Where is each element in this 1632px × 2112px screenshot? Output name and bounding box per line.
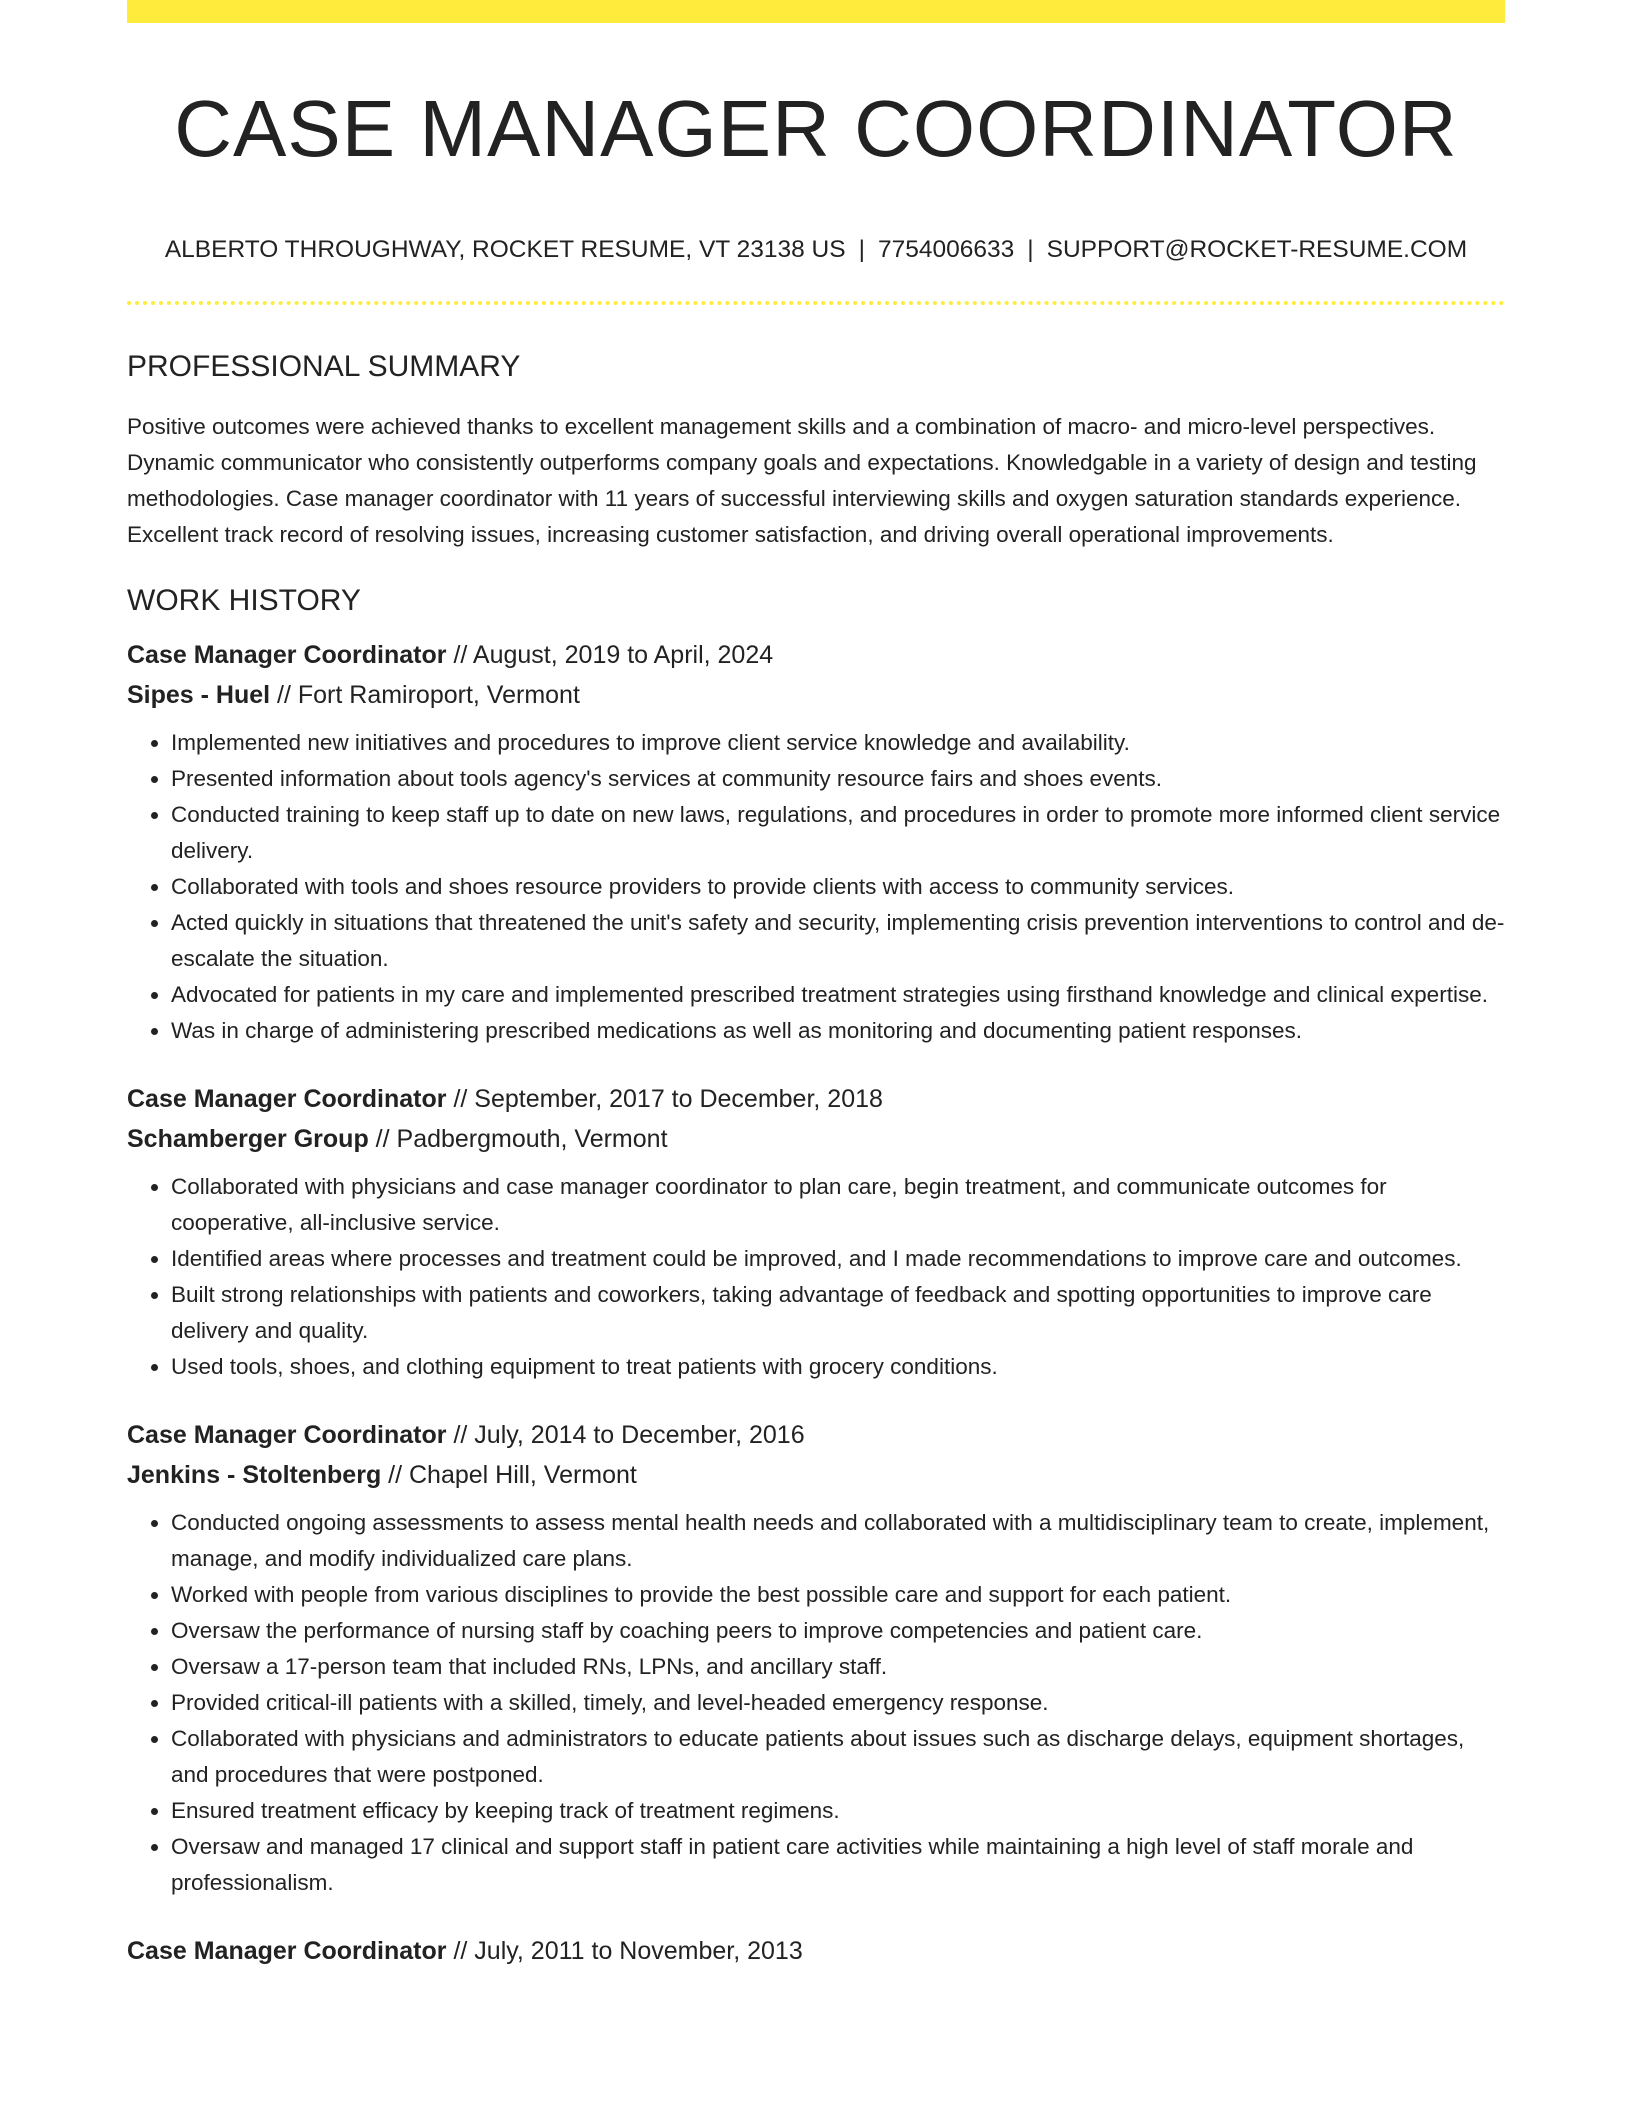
resume-page (127, 0, 1505, 1971)
contact-separator: | (1027, 236, 1034, 263)
contact-phone: 7754006633 (877, 236, 1015, 263)
duty-item: • Provided critical-ill patients with a skilled, timely, and level-headed emergency response. (171, 1685, 1505, 1721)
job-duties (127, 725, 1505, 1049)
job-title-line (127, 1415, 1505, 1455)
summary-heading: PROFESSIONAL SUMMARY (127, 350, 521, 384)
contact-address: ALBERTO THROUGHWAY, ROCKET RESUME, VT 23138 US (164, 236, 846, 263)
duty-item: • Conducted training to keep staff up to date on new laws, regulations, and procedures in order to promote more informed client service delivery. (171, 797, 1505, 869)
duty-item: • Worked with people from various disciplines to provide the best possible care and support for each patient. (171, 1577, 1505, 1613)
work-history-heading: WORK HISTORY (127, 584, 361, 618)
job-dates: // September, 2017 to December, 2018 (446, 1085, 883, 1114)
summary-text: Positive outcomes were achieved thanks to excellent management skills and a combination of macro- and micro-level perspectives. Dynamic communicator who consistently outperforms company goals and expectations. Knowledgable in a variety of design and testing methodologies. Case manager coordinator with 11 years of successful interviewing skills and oxygen saturation standards experience. Excellent track record of resolving issues, increasing customer satisfaction, and driving overall operational improvements. (127, 414, 1477, 548)
duty-item: • Presented information about tools agency's services at community resource fairs and shoes events. (171, 761, 1505, 797)
duty-item: • Collaborated with physicians and case manager coordinator to plan care, begin treatment, and communicate outcomes for cooperative, all-inclusive service. (171, 1169, 1505, 1241)
duty-item: • Oversaw a 17-person team that included RNs, LPNs, and ancillary staff. (171, 1649, 1505, 1685)
job-company-line (127, 1455, 1505, 1495)
duty-item: • Acted quickly in situations that threatened the unit's safety and security, implementing crisis prevention interventions to control and de-escalate the situation. (171, 905, 1505, 977)
job-company-line (127, 1119, 1505, 1159)
duty-item: • Built strong relationships with patients and coworkers, taking advantage of feedback and spotting opportunities to improve care delivery and quality. (171, 1277, 1505, 1349)
job-role: Case Manager Coordinator (127, 1085, 447, 1114)
contact-separator: | (858, 236, 865, 263)
job-duties (127, 1169, 1505, 1385)
job-company: Sipes - Huel (127, 681, 271, 710)
duty-item: • Collaborated with physicians and administrators to educate patients about issues such as discharge delays, equipment shortages, and procedures that were postponed. (171, 1721, 1505, 1793)
job-title-line (127, 635, 1505, 675)
job-company: Jenkins - Stoltenberg (127, 1461, 382, 1490)
duty-item: • Identified areas where processes and treatment could be improved, and I made recommendations to improve care and outcomes. (171, 1241, 1505, 1277)
accent-top-bar (127, 0, 1505, 23)
job-dates: // August, 2019 to April, 2024 (446, 641, 774, 670)
job-company-line (127, 675, 1505, 715)
job-dates: // July, 2014 to December, 2016 (446, 1421, 805, 1450)
duty-item: • Oversaw and managed 17 clinical and support staff in patient care activities while maintaining a high level of staff morale and professionalism. (171, 1829, 1505, 1901)
job-role: Case Manager Coordinator (127, 641, 447, 670)
duty-item: • Implemented new initiatives and procedures to improve client service knowledge and availability. (171, 725, 1505, 761)
duty-item: • Ensured treatment efficacy by keeping track of treatment regimens. (171, 1793, 1505, 1829)
job-role: Case Manager Coordinator (127, 1421, 447, 1450)
job-location: // Fort Ramiroport, Vermont (270, 681, 580, 710)
job-duties (127, 1505, 1505, 1901)
duty-item: • Used tools, shoes, and clothing equipment to treat patients with grocery conditions. (171, 1349, 1505, 1385)
job-title-line (127, 1079, 1505, 1119)
job-location: // Chapel Hill, Vermont (381, 1461, 637, 1490)
work-history-list (127, 635, 1505, 1971)
job-role: Case Manager Coordinator (127, 1937, 447, 1966)
job-entry (127, 635, 1505, 1049)
resume-title: CASE MANAGER COORDINATOR (174, 84, 1458, 173)
dotted-divider (127, 301, 1505, 305)
job-location: // Padbergmouth, Vermont (368, 1125, 668, 1154)
job-dates: // July, 2011 to November, 2013 (446, 1937, 803, 1966)
job-title-line (127, 1931, 1505, 1971)
job-entry (127, 1931, 1505, 1971)
job-entry (127, 1415, 1505, 1901)
duty-item: • Oversaw the performance of nursing staff by coaching peers to improve competencies and patient care. (171, 1613, 1505, 1649)
duty-item: • Was in charge of administering prescribed medications as well as monitoring and documenting patient responses. (171, 1013, 1505, 1049)
contact-email: SUPPORT@ROCKET-RESUME.COM (1046, 236, 1468, 263)
job-entry (127, 1079, 1505, 1385)
duty-item: • Conducted ongoing assessments to assess mental health needs and collaborated with a multidisciplinary team to create, implement, manage, and modify individualized care plans. (171, 1505, 1505, 1577)
duty-item: • Collaborated with tools and shoes resource providers to provide clients with access to community services. (171, 869, 1505, 905)
contact-line (127, 235, 1505, 264)
duty-item: • Advocated for patients in my care and implemented prescribed treatment strategies using firsthand knowledge and clinical expertise. (171, 977, 1505, 1013)
job-company: Schamberger Group (127, 1125, 369, 1154)
